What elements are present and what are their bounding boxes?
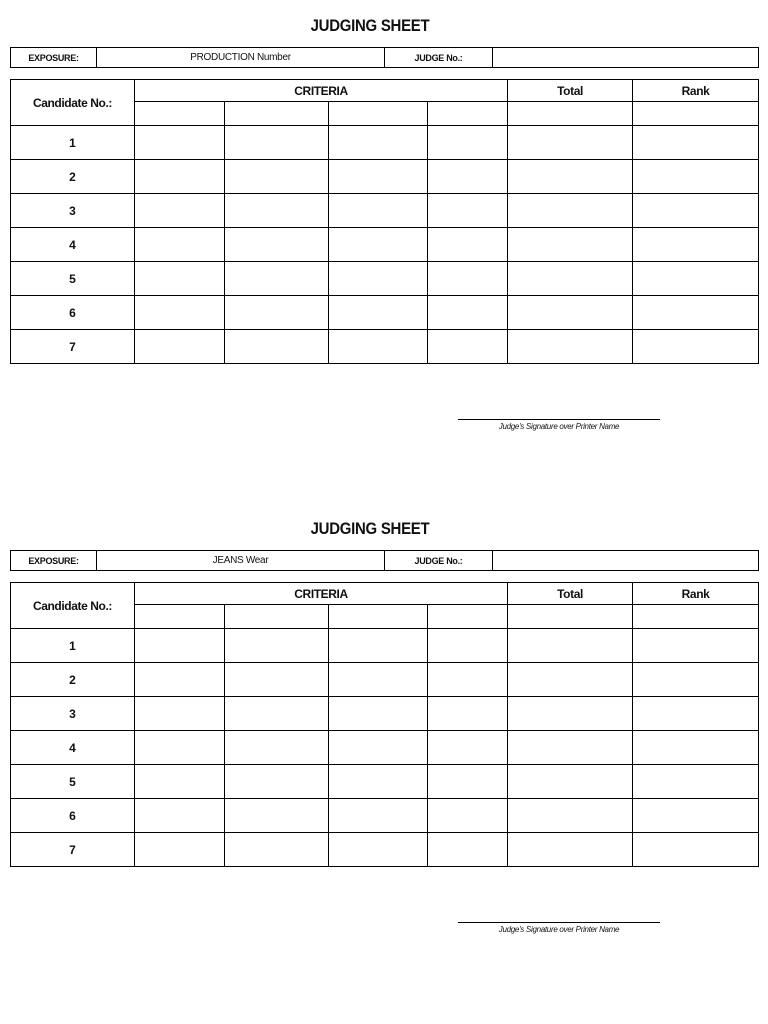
rank-subheader-cell xyxy=(633,102,759,126)
table-row xyxy=(11,330,759,364)
criteria-3-score-cell[interactable] xyxy=(329,765,428,799)
criteria-3-score-cell[interactable] xyxy=(329,160,428,194)
total-score-cell[interactable] xyxy=(508,228,633,262)
criteria-3-score-cell[interactable] xyxy=(329,833,428,867)
criteria-4-score-cell[interactable] xyxy=(428,160,508,194)
candidate-number: 6 xyxy=(11,296,135,330)
criteria-4-score-cell[interactable] xyxy=(428,194,508,228)
criteria-2-score-cell[interactable] xyxy=(225,731,329,765)
criteria-3-score-cell[interactable] xyxy=(329,262,428,296)
criteria-header: CRITERIA xyxy=(135,80,508,102)
candidate-header: Candidate No.: xyxy=(11,80,135,126)
criteria-3-score-cell[interactable] xyxy=(329,799,428,833)
table-row xyxy=(11,799,759,833)
rank-cell[interactable] xyxy=(633,262,759,296)
table-row xyxy=(11,160,759,194)
rank-cell[interactable] xyxy=(633,697,759,731)
info-table xyxy=(10,47,759,68)
criteria-2-score-cell[interactable] xyxy=(225,126,329,160)
criteria-3-score-cell[interactable] xyxy=(329,731,428,765)
criteria-3-score-cell[interactable] xyxy=(329,663,428,697)
candidate-header: Candidate No.: xyxy=(11,583,135,629)
criteria-subheader-cell[interactable] xyxy=(329,102,428,126)
criteria-1-score-cell[interactable] xyxy=(135,697,225,731)
criteria-1-score-cell[interactable] xyxy=(135,330,225,364)
rank-subheader-cell xyxy=(633,605,759,629)
criteria-3-score-cell[interactable] xyxy=(329,296,428,330)
total-header: Total xyxy=(508,583,633,605)
criteria-subheader-cell[interactable] xyxy=(428,102,508,126)
criteria-2-score-cell[interactable] xyxy=(225,833,329,867)
criteria-2-score-cell[interactable] xyxy=(225,765,329,799)
rank-cell[interactable] xyxy=(633,194,759,228)
criteria-2-score-cell[interactable] xyxy=(225,262,329,296)
criteria-3-score-cell[interactable] xyxy=(329,697,428,731)
rank-cell[interactable] xyxy=(633,228,759,262)
criteria-3-score-cell[interactable] xyxy=(329,629,428,663)
rank-cell[interactable] xyxy=(633,330,759,364)
judge-number-field[interactable] xyxy=(493,48,759,68)
criteria-subheader-cell[interactable] xyxy=(135,102,225,126)
rank-header: Rank xyxy=(633,80,759,102)
criteria-1-score-cell[interactable] xyxy=(135,296,225,330)
criteria-subheader-cell[interactable] xyxy=(225,102,329,126)
criteria-2-score-cell[interactable] xyxy=(225,697,329,731)
criteria-3-score-cell[interactable] xyxy=(329,194,428,228)
rank-cell[interactable] xyxy=(633,731,759,765)
criteria-1-score-cell[interactable] xyxy=(135,262,225,296)
total-score-cell[interactable] xyxy=(508,731,633,765)
total-score-cell[interactable] xyxy=(508,697,633,731)
criteria-1-score-cell[interactable] xyxy=(135,765,225,799)
criteria-4-score-cell[interactable] xyxy=(428,799,508,833)
criteria-4-score-cell[interactable] xyxy=(428,731,508,765)
total-score-cell[interactable] xyxy=(508,663,633,697)
criteria-4-score-cell[interactable] xyxy=(428,330,508,364)
candidate-number: 2 xyxy=(11,160,135,194)
candidate-number: 1 xyxy=(11,126,135,160)
rank-cell[interactable] xyxy=(633,296,759,330)
criteria-subheader-cell[interactable] xyxy=(225,605,329,629)
criteria-2-score-cell[interactable] xyxy=(225,228,329,262)
total-score-cell[interactable] xyxy=(508,262,633,296)
judge-label: JUDGE No.: xyxy=(385,551,493,571)
table-row xyxy=(11,731,759,765)
table-row xyxy=(11,262,759,296)
candidate-number: 4 xyxy=(11,731,135,765)
criteria-4-score-cell[interactable] xyxy=(428,228,508,262)
candidate-number: 3 xyxy=(11,194,135,228)
table-row xyxy=(11,296,759,330)
criteria-2-score-cell[interactable] xyxy=(225,663,329,697)
criteria-1-score-cell[interactable] xyxy=(135,194,225,228)
candidate-number: 5 xyxy=(11,262,135,296)
score-table xyxy=(10,79,759,364)
exposure-label: EXPOSURE: xyxy=(11,551,97,571)
candidate-number: 6 xyxy=(11,799,135,833)
criteria-1-score-cell[interactable] xyxy=(135,160,225,194)
score-table xyxy=(10,582,759,867)
rank-cell[interactable] xyxy=(633,160,759,194)
rank-cell[interactable] xyxy=(633,833,759,867)
criteria-3-score-cell[interactable] xyxy=(329,228,428,262)
rank-cell[interactable] xyxy=(633,765,759,799)
criteria-4-score-cell[interactable] xyxy=(428,126,508,160)
table-row xyxy=(11,126,759,160)
total-score-cell[interactable] xyxy=(508,160,633,194)
total-score-cell[interactable] xyxy=(508,629,633,663)
criteria-4-score-cell[interactable] xyxy=(428,262,508,296)
candidate-number: 7 xyxy=(11,833,135,867)
total-score-cell[interactable] xyxy=(508,799,633,833)
criteria-4-score-cell[interactable] xyxy=(428,833,508,867)
criteria-1-score-cell[interactable] xyxy=(135,731,225,765)
criteria-2-score-cell[interactable] xyxy=(225,194,329,228)
rank-header: Rank xyxy=(633,583,759,605)
total-score-cell[interactable] xyxy=(508,330,633,364)
criteria-4-score-cell[interactable] xyxy=(428,765,508,799)
table-row xyxy=(11,629,759,663)
total-score-cell[interactable] xyxy=(508,765,633,799)
judge-number-field[interactable] xyxy=(493,551,759,571)
signature-line-label: Judge's Signature over Printer Name xyxy=(458,419,660,431)
criteria-subheader-cell[interactable] xyxy=(135,605,225,629)
total-header: Total xyxy=(508,80,633,102)
candidate-number: 4 xyxy=(11,228,135,262)
criteria-header: CRITERIA xyxy=(135,583,508,605)
candidate-number: 5 xyxy=(11,765,135,799)
table-row xyxy=(11,663,759,697)
table-row xyxy=(11,228,759,262)
rank-cell[interactable] xyxy=(633,126,759,160)
criteria-2-score-cell[interactable] xyxy=(225,629,329,663)
info-table xyxy=(10,550,759,571)
table-row xyxy=(11,833,759,867)
rank-cell[interactable] xyxy=(633,629,759,663)
criteria-subheader-cell[interactable] xyxy=(428,605,508,629)
criteria-4-score-cell[interactable] xyxy=(428,663,508,697)
candidate-number: 2 xyxy=(11,663,135,697)
criteria-4-score-cell[interactable] xyxy=(428,629,508,663)
criteria-4-score-cell[interactable] xyxy=(428,296,508,330)
criteria-2-score-cell[interactable] xyxy=(225,330,329,364)
criteria-2-score-cell[interactable] xyxy=(225,799,329,833)
candidate-number: 3 xyxy=(11,697,135,731)
criteria-1-score-cell[interactable] xyxy=(135,228,225,262)
exposure-field[interactable]: PRODUCTION Number xyxy=(97,48,385,68)
criteria-2-score-cell[interactable] xyxy=(225,296,329,330)
total-score-cell[interactable] xyxy=(508,833,633,867)
criteria-1-score-cell[interactable] xyxy=(135,833,225,867)
table-row xyxy=(11,194,759,228)
criteria-1-score-cell[interactable] xyxy=(135,663,225,697)
candidate-number: 7 xyxy=(11,330,135,364)
total-score-cell[interactable] xyxy=(508,296,633,330)
table-row xyxy=(11,765,759,799)
sheet-title: JUDGING SHEET xyxy=(310,16,430,35)
rank-cell[interactable] xyxy=(633,663,759,697)
total-subheader-cell xyxy=(508,605,633,629)
signature-line-label: Judge's Signature over Printer Name xyxy=(458,922,660,934)
sheet-title: JUDGING SHEET xyxy=(310,519,430,538)
criteria-4-score-cell[interactable] xyxy=(428,697,508,731)
rank-cell[interactable] xyxy=(633,799,759,833)
criteria-2-score-cell[interactable] xyxy=(225,160,329,194)
criteria-3-score-cell[interactable] xyxy=(329,330,428,364)
criteria-subheader-cell[interactable] xyxy=(329,605,428,629)
candidate-number: 1 xyxy=(11,629,135,663)
criteria-1-score-cell[interactable] xyxy=(135,629,225,663)
criteria-1-score-cell[interactable] xyxy=(135,799,225,833)
judge-label: JUDGE No.: xyxy=(385,48,493,68)
criteria-3-score-cell[interactable] xyxy=(329,126,428,160)
exposure-label: EXPOSURE: xyxy=(11,48,97,68)
total-score-cell[interactable] xyxy=(508,126,633,160)
total-subheader-cell xyxy=(508,102,633,126)
exposure-field[interactable]: JEANS Wear xyxy=(97,551,385,571)
table-row xyxy=(11,697,759,731)
total-score-cell[interactable] xyxy=(508,194,633,228)
criteria-1-score-cell[interactable] xyxy=(135,126,225,160)
